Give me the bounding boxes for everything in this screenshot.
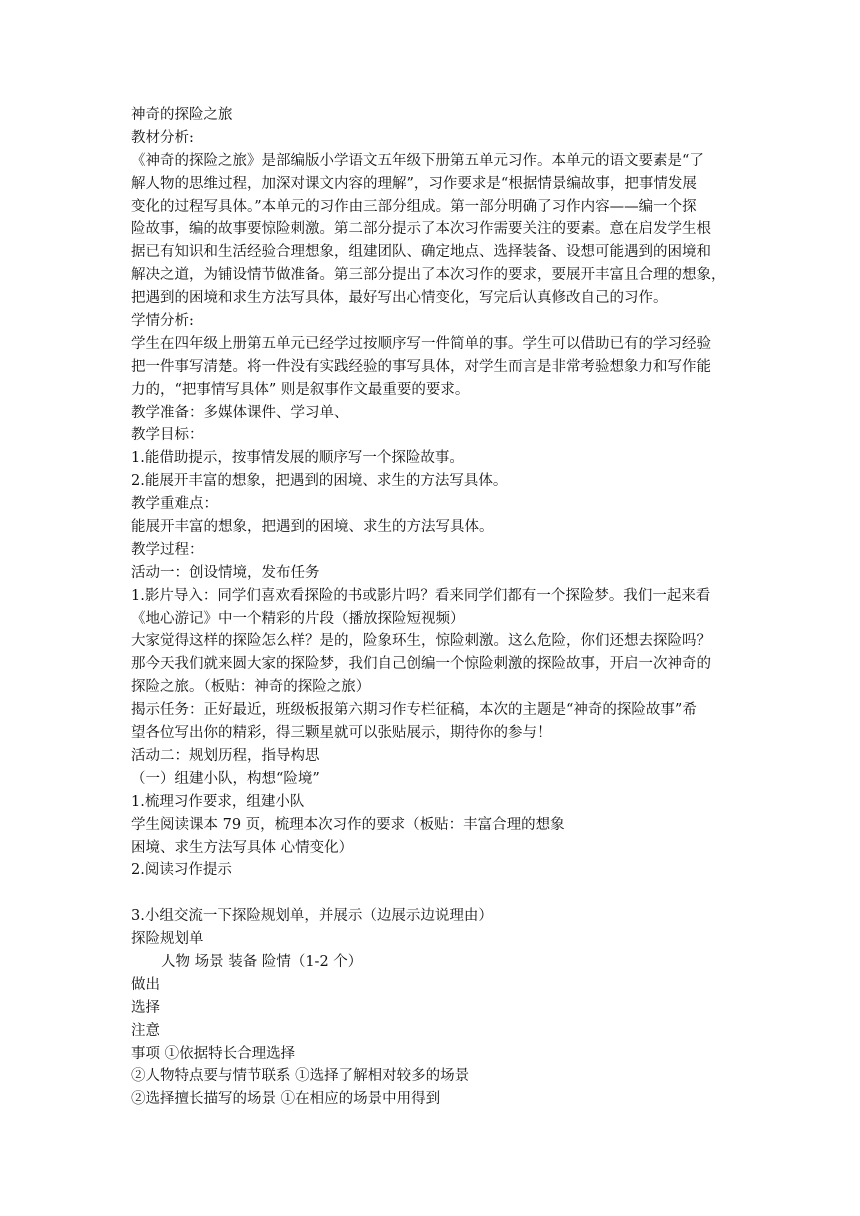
text-line: 学生在四年级上册第五单元已经学过按顺序写一件简单的事。学生可以借助已有的学习经验 xyxy=(131,335,711,352)
planning-table-header: 人物 场景 装备 险情（1-2 个） xyxy=(161,953,363,970)
text-line: 教学准备：多媒体课件、学习单、 xyxy=(131,404,349,421)
blank-line xyxy=(131,882,734,905)
text-line: 变化的过程写具体。”本单元的习作由三部分组成。第一部分明确了习作内容——编一个探 xyxy=(131,198,697,215)
text-line: （一）组建小队，构想“险境” xyxy=(131,770,320,787)
text-line: ②人物特点要与情节联系 ①选择了解相对较多的场景 xyxy=(131,1068,470,1085)
document-title: 神奇的探险之旅 xyxy=(131,107,233,123)
text-line: 事项 ①依据特长合理选择 xyxy=(131,1045,296,1062)
text-line: 《地心游记》中一个精彩的片段（播放探险短视频） xyxy=(131,610,465,627)
text-line: 困境、求生方法写具体 心情变化） xyxy=(131,839,354,856)
text-line: 3.小组交流一下探险规划单，并展示（边展示边说理由） xyxy=(131,908,493,925)
text-line: 探险之旅。（板贴：神奇的探险之旅） xyxy=(131,679,371,696)
text-line: 《神奇的探险之旅》是部编版小学语文五年级下册第五单元习作。本单元的语文要素是“了 xyxy=(131,152,704,169)
text-line: 学情分析: xyxy=(131,313,194,330)
text-line: 解决之道，为铺设情节做准备。第三部分提出了本次习作的要求，要展开丰富且合理的想象， xyxy=(131,267,726,284)
text-line: 解人物的思维过程，加深对课文内容的理解”，习作要求是“根据情景编故事，把事情发展 xyxy=(131,175,697,192)
text-line: 2.阅读习作提示 xyxy=(131,862,232,879)
text-line: 险故事，编的故事要惊险刺激。第二部分提示了本次习作需要关注的要素。意在启发学生根 xyxy=(131,221,711,238)
text-line: 揭示任务：正好最近，班级板报第六期习作专栏征稿，本次的主题是“神奇的探险故事”希 xyxy=(131,702,697,719)
text-line: 能展开丰富的想象，把遇到的困境、求生的方法写具体。 xyxy=(131,519,494,536)
text-line: 教学重难点： xyxy=(131,496,218,513)
text-line: 力的，“把事情写具体” 则是叙事作文最重要的要求。 xyxy=(131,381,470,398)
text-line: 大家觉得这样的探险怎么样？是的，险象环生，惊险刺激。这么危险，你们还想去探险吗？ xyxy=(131,633,711,650)
document-body xyxy=(131,104,734,1111)
text-line: 2.能展开丰富的想象，把遇到的困境、求生的方法写具体。 xyxy=(131,473,508,490)
text-line: 把一件事写清楚。将一件没有实践经验的事写具体，对学生而言是非常考验想象力和写作能 xyxy=(131,358,711,375)
text-line: 探险规划单 xyxy=(131,931,204,948)
text-line: 活动二：规划历程，指导构思 xyxy=(131,747,320,764)
text-line: 学生阅读课本 79 页，梳理本次习作的要求（板贴：丰富合理的想象 xyxy=(131,816,565,833)
text-line: 活动一：创设情境，发布任务 xyxy=(131,564,320,581)
text-line: 注意 xyxy=(131,1022,160,1039)
text-line: 1.影片导入：同学们喜欢看探险的书或影片吗？看来同学们都有一个探险梦。我们一起来看 xyxy=(131,587,711,604)
text-line: 教学过程： xyxy=(131,541,204,558)
text-line: 1.梳理习作要求，组建小队 xyxy=(131,793,305,810)
text-line: 据已有知识和生活经验合理想象，组建团队、确定地点、选择装备、设想可能遇到的困境和 xyxy=(131,244,711,261)
text-line: 望各位写出你的精彩，得三颗星就可以张贴展示，期待你的参与！ xyxy=(131,725,552,742)
text-line: 教材分析: xyxy=(131,129,194,146)
text-line: 选择 xyxy=(131,999,160,1016)
text-line: 1.能借助提示，按事情发展的顺序写一个探险故事。 xyxy=(131,450,464,467)
text-line: 那今天我们就来圆大家的探险梦，我们自己创编一个惊险刺激的探险故事，开启一次神奇的 xyxy=(131,656,711,673)
text-line: 把遇到的困境和求生方法写具体，最好写出心情变化，写完后认真修改自己的习作。 xyxy=(131,290,668,307)
text-line: ②选择擅长描写的场景 ①在相应的场景中用得到 xyxy=(131,1091,441,1108)
text-line: 教学目标： xyxy=(131,427,204,444)
text-line: 做出 xyxy=(131,976,160,993)
